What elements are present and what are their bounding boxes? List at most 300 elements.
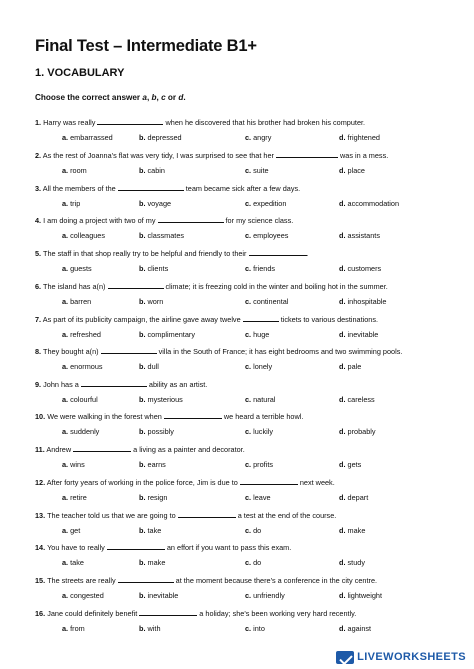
option-text: place [347,166,365,175]
option-text: voyage [147,199,172,208]
question-text-before: You have to really [47,543,107,552]
answer-blank[interactable] [108,281,164,289]
option-text: take [147,526,162,535]
option-letter: c. [245,264,252,273]
answer-option[interactable] [62,199,80,209]
answer-blank[interactable] [97,117,163,125]
answer-options [0,493,474,503]
answer-options [0,264,474,274]
option-text: room [70,166,87,175]
question-number: 13. [35,511,46,520]
option-letter: a. [62,395,69,404]
answer-option[interactable] [139,297,163,307]
option-letter: a. [62,297,69,306]
section-heading: 1. VOCABULARY [35,67,125,79]
instruction-prefix: Choose the correct answer [35,93,143,102]
option-letter: b. [139,264,146,273]
question-text-before: Andrew [46,445,74,454]
answer-blank[interactable] [73,444,131,452]
answer-option[interactable] [62,493,87,503]
instruction-d: d [178,93,184,102]
answer-blank[interactable] [101,346,157,354]
option-letter: c. [245,133,252,142]
answer-option[interactable] [62,133,113,143]
answer-options [0,362,474,372]
option-text: friends [253,264,276,273]
option-text: employees [253,231,289,240]
answer-option[interactable] [139,427,174,437]
question-4 [35,215,445,226]
answer-option[interactable] [339,591,382,601]
option-text: pale [347,362,362,371]
question-text-after: a holiday; she's been working very hard recently. [197,609,357,618]
question-number: 11. [35,445,45,454]
answer-option[interactable] [62,591,104,601]
question-5 [35,248,445,259]
option-letter: a. [62,427,69,436]
option-text: mysterious [147,395,183,404]
answer-option[interactable] [245,624,265,634]
option-text: earns [147,460,166,469]
question-text-before: All the members of the [42,184,118,193]
option-letter: c. [245,526,252,535]
option-letter: d. [339,591,346,600]
question-9 [35,379,445,390]
option-text: luckily [253,427,273,436]
question-12 [35,477,445,488]
question-1 [35,117,445,128]
option-text: natural [253,395,276,404]
answer-option[interactable] [245,493,271,503]
question-text-before: As part of its publicity campaign, the airline gave away twelve [42,315,243,324]
option-letter: d. [339,362,346,371]
answer-blank[interactable] [240,477,298,485]
option-letter: b. [139,231,146,240]
option-text: guests [70,264,92,273]
answer-blank[interactable] [164,411,222,419]
option-letter: c. [245,362,252,371]
question-8 [35,346,445,357]
question-number: 1. [35,118,42,127]
answer-option[interactable] [339,362,361,372]
question-number: 15. [35,576,46,585]
option-letter: b. [139,166,146,175]
option-text: gets [347,460,362,469]
answer-option[interactable] [245,460,273,470]
answer-option[interactable] [245,133,271,143]
option-letter: d. [339,427,346,436]
instruction-a: a [142,93,147,102]
question-13 [35,510,445,521]
instruction-end: . [183,93,186,102]
option-text: lonely [253,362,273,371]
option-letter: d. [339,460,346,469]
instruction-sep1: , [146,93,152,102]
answer-option[interactable] [139,264,168,274]
question-text-after: villa in the South of France; it has eight bedrooms and two swimming pools. [156,347,403,356]
option-letter: b. [139,460,146,469]
question-number: 5. [35,249,42,258]
option-text: trip [70,199,81,208]
answer-option[interactable] [245,231,288,241]
option-letter: b. [139,526,146,535]
option-text: inevitable [347,330,379,339]
answer-option[interactable] [245,166,269,176]
answer-blank[interactable] [276,150,338,158]
option-text: against [347,624,372,633]
answer-option[interactable] [339,460,361,470]
option-letter: d. [339,166,346,175]
answer-option[interactable] [139,591,178,601]
option-letter: d. [339,297,346,306]
option-text: continental [253,297,289,306]
option-letter: a. [62,330,69,339]
option-letter: c. [245,460,252,469]
answer-blank[interactable] [139,608,197,616]
option-letter: d. [339,624,346,633]
question-text-before: As the rest of Joanna's flat was very tidy, I was surprised to see that her [42,151,276,160]
option-letter: c. [245,199,252,208]
question-14 [35,542,445,553]
question-6 [35,281,445,292]
answer-option[interactable] [62,395,98,405]
answer-option[interactable] [62,231,105,241]
option-letter: a. [62,231,69,240]
question-7 [35,314,445,325]
answer-option[interactable] [139,199,171,209]
question-text-before: The island has a(n) [43,282,108,291]
option-text: into [253,624,265,633]
answer-options [0,526,474,536]
answer-option[interactable] [62,460,85,470]
option-text: leave [253,493,271,502]
option-text: probably [347,427,376,436]
option-letter: b. [139,297,146,306]
answer-option[interactable] [339,395,375,405]
option-text: angry [253,133,272,142]
answer-option[interactable] [139,558,165,568]
option-text: make [147,558,166,567]
answer-option[interactable] [139,330,195,340]
question-text-after: an effort if you want to pass this exam. [164,543,292,552]
liveworksheets-logo[interactable] [336,650,466,664]
option-letter: a. [62,460,69,469]
answer-option[interactable] [245,330,269,340]
option-letter: d. [339,395,346,404]
question-text-before: I am doing a project with two of my [43,216,158,225]
question-text-after: team became sick after a few days. [183,184,301,193]
option-letter: c. [245,493,252,502]
question-text-after: . [306,249,309,258]
question-text-before: They bought a(n) [43,347,101,356]
option-text: suite [253,166,269,175]
answer-option[interactable] [245,526,261,536]
option-letter: b. [139,591,146,600]
answer-option[interactable] [339,624,371,634]
option-text: wins [70,460,85,469]
option-letter: a. [62,558,69,567]
question-text-after: when he discovered that his brother had broken his computer. [163,118,366,127]
option-letter: a. [62,362,69,371]
question-number: 8. [35,347,42,356]
answer-options [0,231,474,241]
option-text: careless [347,395,375,404]
answer-option[interactable] [245,297,288,307]
question-number: 3. [35,184,42,193]
option-letter: b. [139,362,146,371]
answer-option[interactable] [245,591,285,601]
answer-option[interactable] [339,526,365,536]
option-text: refreshed [70,330,101,339]
answer-options [0,591,474,601]
question-10 [35,411,445,422]
option-letter: c. [245,297,252,306]
option-text: unfriendly [253,591,285,600]
answer-options [0,427,474,437]
option-letter: b. [139,624,146,633]
question-number: 14. [35,543,46,552]
question-11 [35,444,445,455]
answer-option[interactable] [339,264,381,274]
option-text: huge [253,330,270,339]
question-number: 4. [35,216,42,225]
answer-blank[interactable] [118,183,184,191]
option-letter: d. [339,199,346,208]
answer-option[interactable] [139,395,183,405]
answer-option[interactable] [62,427,99,437]
option-text: classmates [147,231,185,240]
option-text: congested [70,591,104,600]
answer-option[interactable] [139,362,159,372]
question-text-after: a test at the end of the course. [235,511,337,520]
answer-options [0,199,474,209]
question-number: 10. [35,412,46,421]
option-letter: c. [245,558,252,567]
question-3 [35,183,445,194]
question-number: 7. [35,315,42,324]
option-text: lightweight [347,591,383,600]
question-text-before: John has a [43,380,81,389]
question-text-after: ability as an artist. [146,380,208,389]
answer-options [0,460,474,470]
question-number: 6. [35,282,42,291]
answer-option[interactable] [245,199,286,209]
option-text: make [347,526,366,535]
option-text: embarrassed [70,133,113,142]
answer-options [0,558,474,568]
option-letter: c. [245,231,252,240]
option-text: do [253,558,262,567]
answer-blank[interactable] [243,314,279,322]
question-text-after: a living as a painter and decorator. [131,445,245,454]
option-text: depressed [147,133,182,142]
answer-option[interactable] [245,264,275,274]
answer-option[interactable] [139,493,167,503]
option-letter: d. [339,526,346,535]
answer-blank[interactable] [81,379,147,387]
answer-option[interactable] [62,558,84,568]
answer-option[interactable] [139,460,166,470]
option-letter: a. [62,493,69,502]
answer-option[interactable] [62,297,91,307]
answer-blank[interactable] [107,542,165,550]
answer-option[interactable] [245,558,261,568]
answer-option[interactable] [62,362,103,372]
option-text: inevitable [147,591,179,600]
option-letter: d. [339,330,346,339]
option-text: resign [147,493,168,502]
option-text: colleagues [70,231,106,240]
question-number: 9. [35,380,42,389]
option-text: possibly [147,427,174,436]
question-text-after: we heard a terrible howl. [221,412,304,421]
question-text-after: was in a mess. [337,151,389,160]
answer-option[interactable] [339,166,365,176]
option-letter: a. [62,624,69,633]
question-number: 2. [35,151,42,160]
option-text: barren [70,297,92,306]
option-text: dull [147,362,159,371]
option-text: clients [147,264,169,273]
instruction [35,93,186,102]
page-title: Final Test – Intermediate B1+ [35,37,257,55]
answer-option[interactable] [339,297,386,307]
question-text-after: climate; it is freezing cold in the winter and boiling hot in the summer. [163,282,388,291]
question-16 [35,608,445,619]
answer-option[interactable] [139,166,165,176]
question-number: 12. [35,478,46,487]
option-letter: b. [139,133,146,142]
option-letter: c. [245,624,252,633]
answer-option[interactable] [139,133,182,143]
question-text-after: at the moment because there's a conference in the city centre. [173,576,378,585]
answer-options [0,624,474,634]
option-letter: d. [339,493,346,502]
question-number: 16. [35,609,46,618]
answer-options [0,133,474,143]
option-text: accommodation [347,199,400,208]
answer-option[interactable] [62,330,101,340]
answer-option[interactable] [139,624,161,634]
answer-blank[interactable] [158,215,224,223]
option-text: from [70,624,85,633]
answer-options [0,166,474,176]
option-text: worn [147,297,164,306]
question-text-before: The teacher told us that we are going to [47,511,178,520]
option-letter: a. [62,199,69,208]
option-letter: d. [339,231,346,240]
option-text: with [147,624,161,633]
option-text: suddenly [70,427,100,436]
instruction-sep2: , [156,93,162,102]
answer-option[interactable] [339,558,365,568]
answer-option[interactable] [339,493,368,503]
option-text: inhospitable [347,297,387,306]
check-badge-icon [336,651,354,664]
option-text: study [347,558,365,567]
question-text-after: for my science class. [223,216,294,225]
answer-options [0,330,474,340]
instruction-or: or [165,93,179,102]
answer-option[interactable] [62,526,80,536]
answer-option[interactable] [339,330,378,340]
option-letter: a. [62,166,69,175]
option-letter: b. [139,330,146,339]
option-text: frightened [347,133,380,142]
footer [0,646,474,669]
option-letter: a. [62,264,69,273]
answer-option[interactable] [62,624,85,634]
option-letter: a. [62,526,69,535]
option-text: colourful [70,395,98,404]
answer-blank[interactable] [178,510,236,518]
option-text: assistants [347,231,380,240]
question-15 [35,575,445,586]
answer-option[interactable] [139,231,184,241]
option-letter: b. [139,199,146,208]
answer-option[interactable] [245,427,273,437]
option-letter: d. [339,264,346,273]
option-text: depart [347,493,369,502]
option-letter: c. [245,330,252,339]
logo-text: LIVEWORKSHEETS [357,651,466,663]
question-text-after: tickets to various destinations. [278,315,379,324]
option-letter: c. [245,591,252,600]
question-text-before: The streets are really [47,576,118,585]
question-text-before: The staff in that shop really try to be helpful and friendly to their [43,249,249,258]
option-letter: a. [62,591,69,600]
answer-option[interactable] [245,395,275,405]
question-text-before: We were walking in the forest when [47,412,164,421]
option-text: expedition [253,199,287,208]
option-letter: c. [245,427,252,436]
option-text: cabin [147,166,165,175]
answer-option[interactable] [339,133,380,143]
answer-option[interactable] [139,526,161,536]
answer-option[interactable] [62,264,92,274]
answer-option[interactable] [245,362,272,372]
option-letter: d. [339,133,346,142]
option-text: take [70,558,84,567]
option-text: retire [70,493,87,502]
question-text-after: next week. [297,478,335,487]
option-letter: b. [139,427,146,436]
instruction-c: c [161,93,166,102]
option-text: profits [253,460,273,469]
question-text-before: Jane could definitely benefit [47,609,140,618]
option-letter: b. [139,395,146,404]
question-2 [35,150,445,161]
answer-options [0,395,474,405]
option-text: enormous [70,362,103,371]
answer-option[interactable] [339,427,376,437]
option-letter: b. [139,558,146,567]
question-text-before: Harry was really [43,118,98,127]
answer-blank[interactable] [118,575,174,583]
answer-blank[interactable] [249,248,307,256]
answer-option[interactable] [339,199,399,209]
option-letter: c. [245,395,252,404]
option-letter: b. [139,493,146,502]
option-letter: c. [245,166,252,175]
question-text-before: After forty years of working in the police force, Jim is due to [46,478,240,487]
option-letter: a. [62,133,69,142]
option-letter: d. [339,558,346,567]
answer-option[interactable] [62,166,87,176]
answer-option[interactable] [339,231,380,241]
answer-options [0,297,474,307]
option-text: customers [347,264,382,273]
